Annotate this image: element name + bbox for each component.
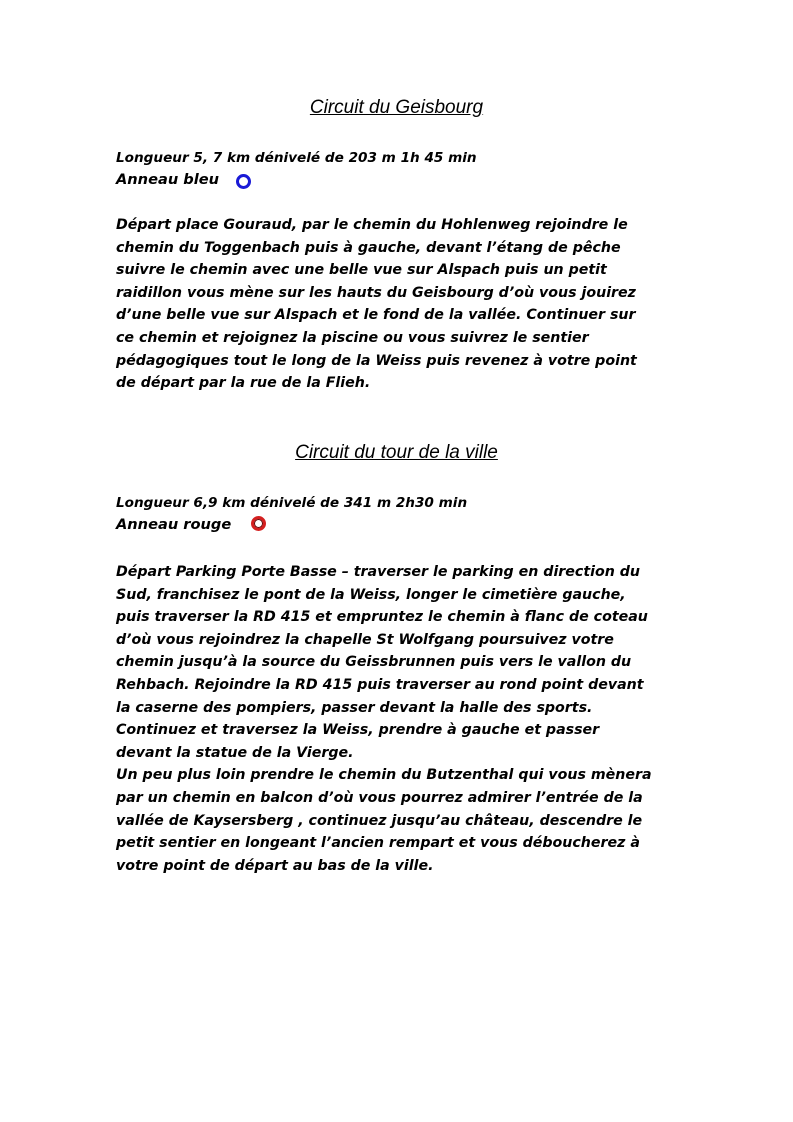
description-line: Départ Parking Porte Basse – traverser le parking en direction du xyxy=(116,564,641,580)
circuit-geisbourg-meta: Longueur 5, 7 km dénivelé de 203 m 1h 45 min xyxy=(116,150,477,166)
circuit-tour-ville-description xyxy=(116,561,716,877)
circuit-geisbourg-description xyxy=(116,214,716,395)
description-line: d’où vous rejoindrez la chapelle St Wolfgang poursuivez votre xyxy=(116,631,614,648)
description-line: puis traverser la RD 415 et empruntez le chemin à flanc de coteau xyxy=(116,609,648,626)
description-line: pédagogiques tout le long de la Weiss puis revenez à votre point xyxy=(116,352,637,369)
description-line: Continuez et traversez la Weiss, prendre à gauche et passer xyxy=(116,722,600,739)
description-line: chemin jusqu’à la source du Geissbrunnen puis vers le vallon du xyxy=(116,654,632,671)
circuit-tour-ville-ring-label: Anneau rouge xyxy=(116,516,232,533)
description-line: raidillon vous mène sur les hauts du Geisbourg d’où vous jouirez xyxy=(116,284,636,301)
description-line: devant la statue de la Vierge. xyxy=(116,744,354,761)
description-line: Départ place Gouraud, par le chemin du Hohlenweg rejoindre le xyxy=(116,217,628,233)
description-line: par un chemin en balcon d’où vous pourrez admirer l’entrée de la xyxy=(116,789,643,806)
circuit-tour-ville-meta: Longueur 6,9 km dénivelé de 341 m 2h30 min xyxy=(116,495,468,511)
description-line: chemin du Toggenbach puis à gauche, devant l’étang de pêche xyxy=(116,239,621,256)
description-line: suivre le chemin avec une belle vue sur Alspach puis un petit xyxy=(116,262,607,279)
red-ring-icon xyxy=(251,516,266,531)
circuit-geisbourg-title: Circuit du Geisbourg xyxy=(309,97,484,118)
description-line: Rehbach. Rejoindre la RD 415 puis traverser au rond point devant xyxy=(116,676,644,693)
description-line: votre point de départ au bas de la ville. xyxy=(116,857,434,874)
description-line: ce chemin et rejoignez la piscine ou vous suivrez le sentier xyxy=(116,329,589,346)
blue-ring-icon xyxy=(236,174,251,189)
description-line: la caserne des pompiers, passer devant la halle des sports. xyxy=(116,699,593,716)
description-line: d’une belle vue sur Alspach et le fond de la vallée. Continuer sur xyxy=(116,307,636,324)
description-line: Un peu plus loin prendre le chemin du Butzenthal qui vous mènera xyxy=(116,767,652,784)
description-line: de départ par la rue de la Flieh. xyxy=(116,375,371,392)
description-line: vallée de Kaysersberg , continuez jusqu’au château, descendre le xyxy=(116,812,643,829)
circuit-geisbourg-ring-label: Anneau bleu xyxy=(116,171,220,188)
circuit-tour-ville-title: Circuit du tour de la ville xyxy=(295,442,498,463)
description-line: Sud, franchisez le pont de la Weiss, longer le cimetière gauche, xyxy=(116,586,626,603)
description-line: petit sentier en longeant l’ancien rempart et vous déboucherez à xyxy=(116,835,640,852)
